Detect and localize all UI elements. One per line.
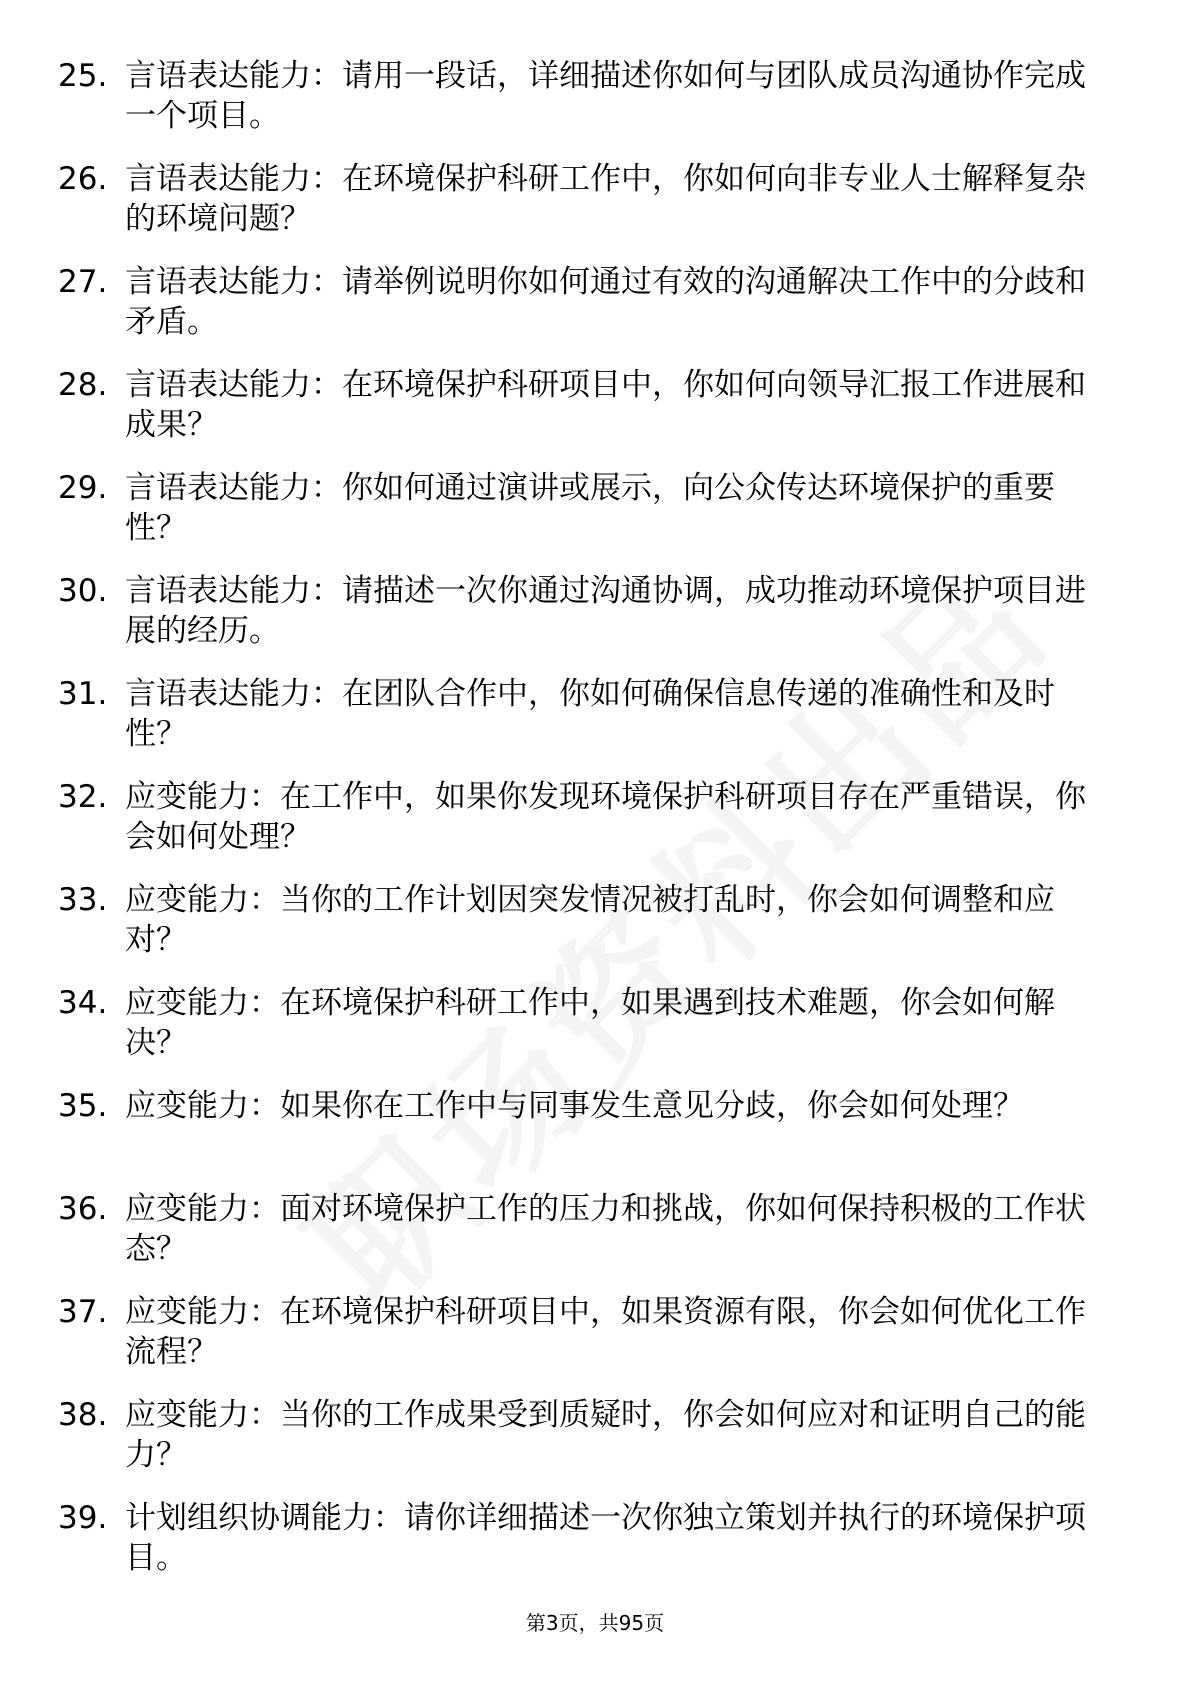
question-number: 36. xyxy=(58,1191,108,1227)
question-item xyxy=(58,56,1118,159)
question-text: 应变能力：当你的工作计划因突发情况被打乱时，你会如何调整和应对？ xyxy=(125,882,1055,958)
question-number: 30. xyxy=(58,573,108,609)
question-number: 27. xyxy=(58,264,108,300)
question-number: 35. xyxy=(58,1088,108,1124)
question-text: 言语表达能力：在环境保护科研项目中，你如何向领导汇报工作进展和成果？ xyxy=(125,367,1086,443)
question-text: 应变能力：在环境保护科研项目中，如果资源有限，你会如何优化工作流程？ xyxy=(125,1294,1086,1370)
question-text: 言语表达能力：请举例说明你如何通过有效的沟通解决工作中的分歧和矛盾。 xyxy=(125,264,1086,340)
question-item xyxy=(58,1395,1118,1498)
question-number: 38. xyxy=(58,1397,108,1433)
question-text: 应变能力：当你的工作成果受到质疑时，你会如何应对和证明自己的能力？ xyxy=(125,1397,1086,1473)
question-item xyxy=(58,1498,1118,1601)
question-text: 言语表达能力：在团队合作中，你如何确保信息传递的准确性和及时性？ xyxy=(125,676,1055,752)
question-item xyxy=(58,1086,1118,1189)
question-number: 37. xyxy=(58,1294,108,1330)
question-item xyxy=(58,365,1118,468)
question-item xyxy=(58,1189,1118,1292)
page-footer: 第3页，共95页 xyxy=(525,1611,665,1635)
question-item xyxy=(58,159,1118,262)
question-item xyxy=(58,777,1118,880)
question-text: 应变能力：面对环境保护工作的压力和挑战，你如何保持积极的工作状态？ xyxy=(125,1191,1086,1267)
question-text: 应变能力：如果你在工作中与同事发生意见分歧，你会如何处理？ xyxy=(125,1088,1024,1124)
question-item xyxy=(58,262,1118,365)
question-text: 计划组织协调能力：请你详细描述一次你独立策划并执行的环境保护项目。 xyxy=(125,1500,1086,1576)
question-item xyxy=(58,468,1118,571)
question-text: 言语表达能力：请描述一次你通过沟通协调，成功推动环境保护项目进展的经历。 xyxy=(125,573,1086,649)
question-number: 28. xyxy=(58,367,108,403)
question-number: 33. xyxy=(58,882,108,918)
question-item xyxy=(58,674,1118,777)
question-item xyxy=(58,983,1118,1086)
question-text: 言语表达能力：你如何通过演讲或展示，向公众传达环境保护的重要性？ xyxy=(125,470,1055,546)
question-item xyxy=(58,880,1118,983)
question-number: 34. xyxy=(58,985,108,1021)
question-text: 言语表达能力：请用一段话，详细描述你如何与团队成员沟通协作完成一个项目。 xyxy=(125,58,1086,134)
question-text: 应变能力：在环境保护科研工作中，如果遇到技术难题，你会如何解决？ xyxy=(125,985,1055,1061)
question-text: 言语表达能力：在环境保护科研工作中，你如何向非专业人士解释复杂的环境问题？ xyxy=(125,161,1086,237)
question-number: 39. xyxy=(58,1500,108,1536)
question-number: 26. xyxy=(58,161,108,197)
question-text: 应变能力：在工作中，如果你发现环境保护科研项目存在严重错误，你会如何处理？ xyxy=(125,779,1086,855)
question-item xyxy=(58,1292,1118,1395)
question-list xyxy=(58,56,1118,1601)
question-number: 31. xyxy=(58,676,108,712)
question-number: 32. xyxy=(58,779,108,815)
question-item xyxy=(58,571,1118,674)
question-number: 29. xyxy=(58,470,108,506)
question-number: 25. xyxy=(58,58,108,94)
